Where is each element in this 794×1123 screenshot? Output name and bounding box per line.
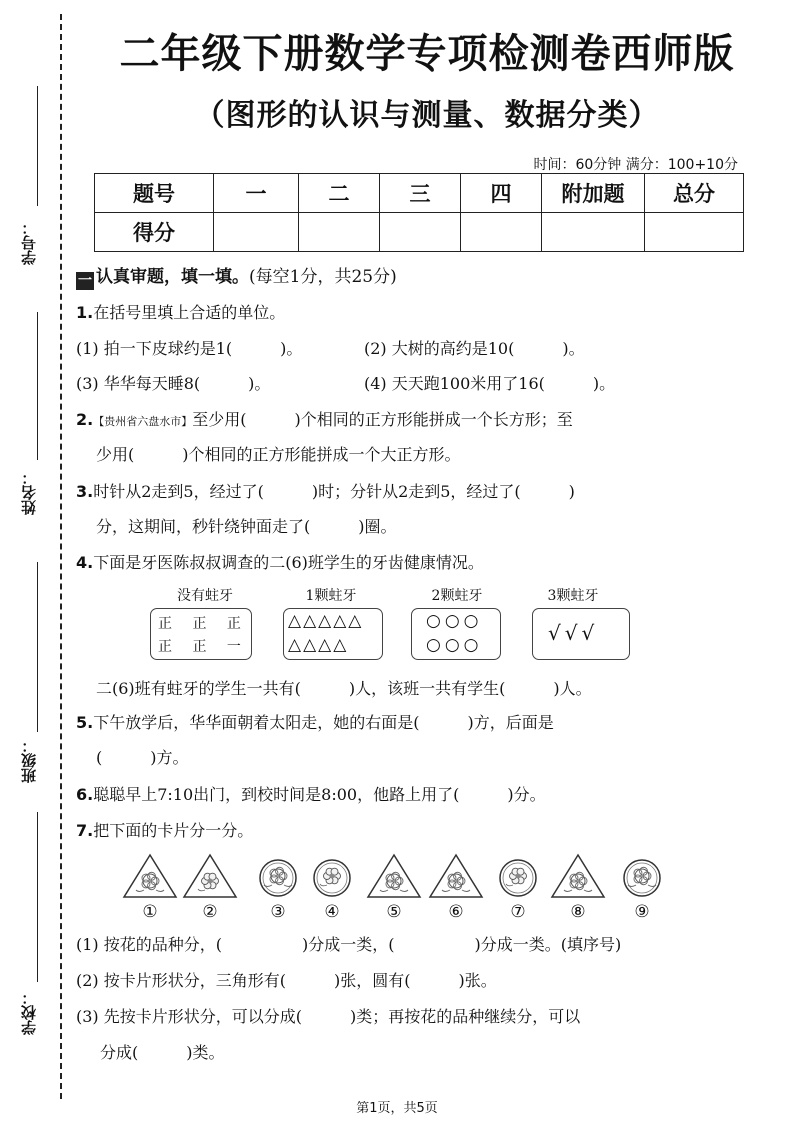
triangle-card <box>428 853 484 901</box>
card-number: ③ <box>270 902 286 922</box>
category-label: 没有蛀牙 <box>177 588 233 604</box>
page-footer: 第1页，共5页 <box>356 1101 438 1116</box>
page-subtitle: （图形的认识与测量、数据分类） <box>194 98 660 133</box>
score-table <box>94 173 744 252</box>
score-cell[interactable] <box>645 213 744 252</box>
question-text: 下午放学后，华华面朝着太阳走，她的右面是( )方，后面是 <box>93 713 554 732</box>
question-number: 3. <box>76 482 94 501</box>
question-7 <box>76 818 253 841</box>
question-number: 5. <box>76 713 94 732</box>
card-number: ⑥ <box>448 902 464 922</box>
triangle-row: △△△△△ <box>288 611 364 631</box>
score-header-cell: 一 <box>214 174 299 213</box>
xuehao-line <box>37 86 38 206</box>
score-cell[interactable] <box>214 213 299 252</box>
card-number: ② <box>202 902 218 922</box>
score-cell[interactable] <box>461 213 542 252</box>
score-header-cell: 二 <box>299 174 380 213</box>
page-title: 二年级下册数学专项检测卷西师版 <box>119 31 735 77</box>
question-number: 4. <box>76 553 94 572</box>
score-header-cell: 四 <box>461 174 542 213</box>
question-text: 把下面的卡片分一分。 <box>93 821 254 840</box>
score-header-cell: 题号 <box>95 174 214 213</box>
tally-row: 正 正 一 <box>158 639 249 655</box>
q1-item-4: (4) 天天跑100米用了16( )。 <box>364 374 616 393</box>
question-4-answer: 二(6)班有蛀牙的学生一共有( )人，该班一共有学生( )人。 <box>96 679 592 698</box>
question-3-line-2: 分，这期间，秒针绕钟面走了( )圈。 <box>96 517 397 536</box>
triangle-card <box>366 853 422 901</box>
q1-item-1: (1) 拍一下皮球约是1( )。 <box>76 339 303 358</box>
q7-item-1: (1) 按花的品种分，( )分成一类，( )分成一类。(填序号) <box>76 935 622 954</box>
question-text: 在括号里填上合适的单位。 <box>93 303 286 322</box>
score-cell[interactable] <box>380 213 461 252</box>
card-number: ④ <box>324 902 340 922</box>
category-label: 1颗蛀牙 <box>305 588 357 604</box>
xingming-label: 姓名： <box>20 470 38 515</box>
question-4 <box>76 550 484 573</box>
question-5-line-2: ( )方。 <box>96 748 189 767</box>
score-cell[interactable] <box>299 213 380 252</box>
card-number: ⑦ <box>510 902 526 922</box>
triangle-card <box>122 853 178 901</box>
q7-item-3-line-2: 分成( )类。 <box>100 1043 225 1062</box>
score-header-row <box>95 174 744 213</box>
source-tag: 【贵州省六盘水市】 <box>93 415 193 428</box>
banji-label: 班级： <box>20 738 38 783</box>
score-value-row <box>95 213 744 252</box>
triangle-card <box>182 853 238 901</box>
question-number: 2. <box>76 410 94 429</box>
xuexiao-line <box>37 812 38 982</box>
section-heading <box>76 262 397 290</box>
circle-card <box>498 858 538 906</box>
question-number: 6. <box>76 785 94 804</box>
card-number: ⑧ <box>570 902 586 922</box>
banji-line <box>37 562 38 732</box>
check-row: √√√ <box>548 621 599 645</box>
q1-item-2: (2) 大树的高约是10( )。 <box>364 339 585 358</box>
question-1 <box>76 300 285 323</box>
xingming-line <box>37 312 38 460</box>
q7-item-3: (3) 先按卡片形状分，可以分成( )类；再按花的品种继续分，可以 <box>76 1007 581 1026</box>
question-text: 聪聪早上7:10出门，到校时间是8:00，他路上用了( )分。 <box>93 785 546 804</box>
card-number: ① <box>142 902 158 922</box>
q7-item-2: (2) 按卡片形状分，三角形有( )张，圆有( )张。 <box>76 971 497 990</box>
xuexiao-label: 学校： <box>20 990 38 1035</box>
circle-row: ○○○ <box>426 635 483 655</box>
question-5 <box>76 710 554 733</box>
binding-dashed-line <box>60 14 62 1099</box>
question-2 <box>76 407 573 430</box>
score-header-cell: 附加题 <box>542 174 645 213</box>
question-text: 时针从2走到5，经过了( )时；分针从2走到5，经过了( ) <box>93 482 575 501</box>
question-3 <box>76 479 575 502</box>
question-text: 至少用( )个相同的正方形能拼成一个长方形；至 <box>192 410 573 429</box>
circle-row: ○○○ <box>426 611 483 631</box>
question-2-line-2: 少用( )个相同的正方形能拼成一个大正方形。 <box>96 445 461 464</box>
question-number: 1. <box>76 303 94 322</box>
category-label: 2颗蛀牙 <box>431 588 483 604</box>
section-title: 认真审题，填一填。 <box>96 267 249 287</box>
q1-item-3: (3) 华华每天睡8( )。 <box>76 374 271 393</box>
score-row-label: 得分 <box>95 213 214 252</box>
question-6 <box>76 782 546 805</box>
score-header-cell: 总分 <box>645 174 744 213</box>
score-header-cell: 三 <box>380 174 461 213</box>
circle-card <box>622 858 662 906</box>
score-cell[interactable] <box>542 213 645 252</box>
triangle-row: △△△△ <box>288 635 349 655</box>
category-label: 3颗蛀牙 <box>547 588 599 604</box>
question-number: 7. <box>76 821 94 840</box>
question-text: 下面是牙医陈叔叔调查的二(6)班学生的牙齿健康情况。 <box>93 553 484 572</box>
circle-card <box>258 858 298 906</box>
card-number: ⑤ <box>386 902 402 922</box>
tally-row: 正 正 正 <box>158 616 249 632</box>
card-number: ⑨ <box>634 902 650 922</box>
section-number: 一 <box>78 273 92 289</box>
section-note: (每空1分，共25分) <box>249 267 397 287</box>
time-info: 时间：60分钟 满分：100+10分 <box>533 157 738 173</box>
circle-card <box>312 858 352 906</box>
triangle-card <box>550 853 606 901</box>
xuehao-label: 学号： <box>20 220 38 265</box>
